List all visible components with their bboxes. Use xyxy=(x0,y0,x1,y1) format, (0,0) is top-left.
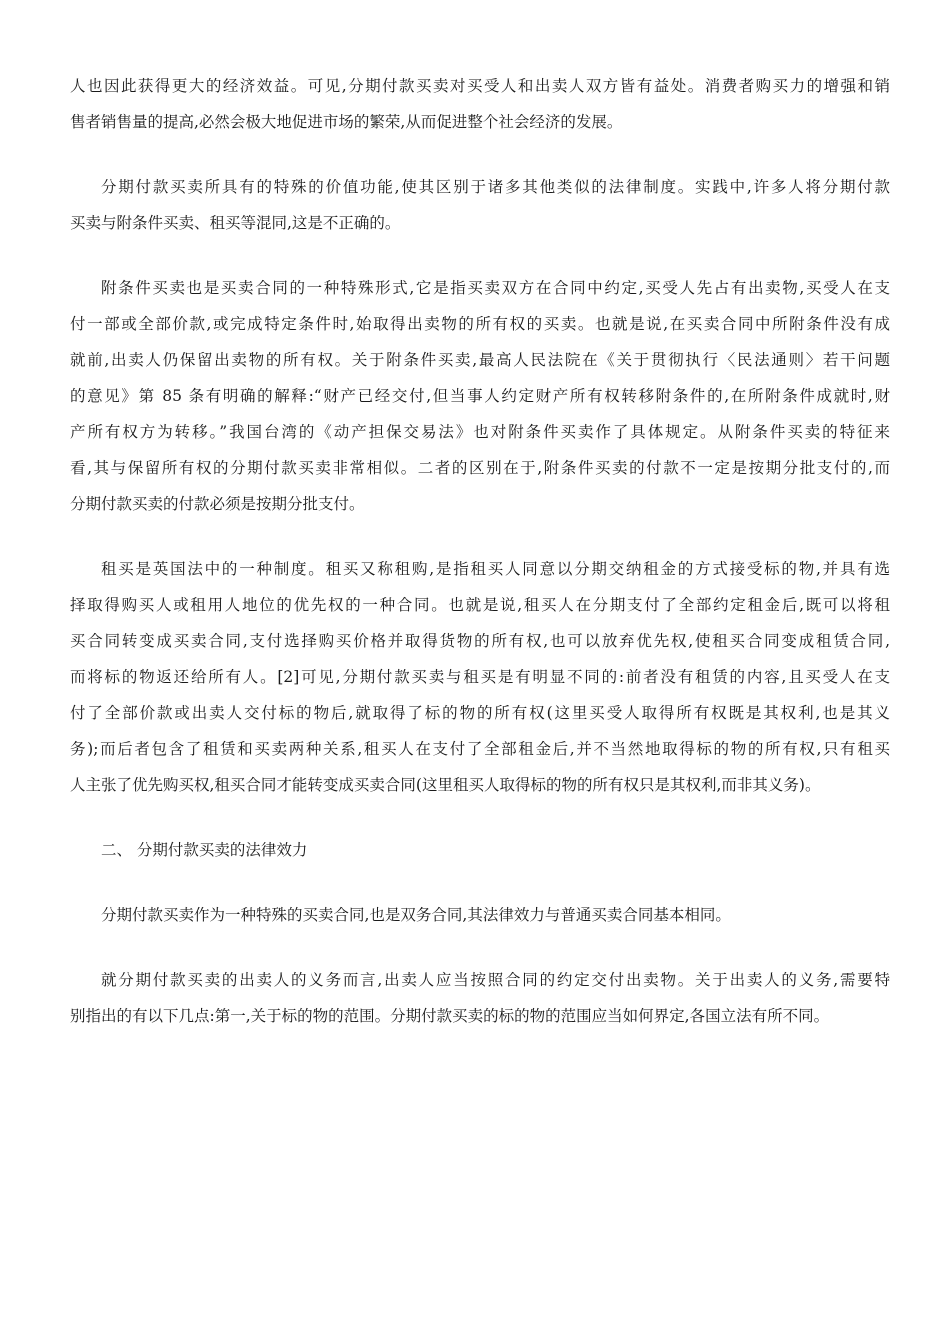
paragraph-1 xyxy=(70,68,890,140)
paragraph-3 xyxy=(70,270,890,522)
text-line: 附条件买卖也是买卖合同的一种特殊形式,它是指买卖双方在合同中约定,买受人先占有出卖物,买受人在支 xyxy=(101,279,890,297)
text-line: 付了全部价款或出卖人交付标的物后,就取得了标的物的所有权(这里买受人取得所有权既是其权利,也是其义 xyxy=(70,704,890,722)
text-line: 就前,出卖人仍保留出卖物的所有权。关于附条件买卖,最高人民法院在《关于贯彻执行〈民法通则〉若干问题 xyxy=(70,351,890,369)
text-line: 别指出的有以下几点:第一,关于标的物的范围。分期付款买卖的标的物的范围应当如何界定,各国立法有所不同。 xyxy=(70,1007,830,1025)
document-page xyxy=(70,68,890,1063)
paragraph-6 xyxy=(70,962,890,1034)
text-line: 看,其与保留所有权的分期付款买卖非常相似。二者的区别在于,附条件买卖的付款不一定是按期分批支付的,而 xyxy=(70,459,890,477)
text-line: 人主张了优先购买权,租买合同才能转变成买卖合同(这里租买人取得标的物的所有权只是其权利,而非其义务)。 xyxy=(70,776,821,794)
text-line: 分期付款买卖作为一种特殊的买卖合同,也是双务合同,其法律效力与普通买卖合同基本相同。 xyxy=(101,906,731,924)
paragraph-2 xyxy=(70,169,890,241)
text-line: 的意见》第 85 条有明确的解释:“财产已经交付,但当事人约定财产所有权转移附条件的,在所附条件成就时,财 xyxy=(70,387,890,405)
text-line: 买合同转变成买卖合同,支付选择购买价格并取得货物的所有权,也可以放弃优先权,使租买合同变成租赁合同, xyxy=(70,632,890,650)
text-line: 分期付款买卖的付款必须是按期分批支付。 xyxy=(70,495,365,513)
text-line: 择取得购买人或租用人地位的优先权的一种合同。也就是说,租买人在分期支付了全部约定租金后,既可以将租 xyxy=(70,596,890,614)
text-line: 产所有权方为转移。”我国台湾的《动产担保交易法》也对附条件买卖作了具体规定。从附条件买卖的特征来 xyxy=(70,423,890,441)
text-line: 买卖与附条件买卖、租买等混同,这是不正确的。 xyxy=(70,214,401,232)
text-line: 分期付款买卖所具有的特殊的价值功能,使其区别于诸多其他类似的法律制度。实践中,许多人将分期付款 xyxy=(101,178,890,196)
text-line: 售者销售量的提高,必然会极大地促进市场的繁荣,从而促进整个社会经济的发展。 xyxy=(70,113,623,131)
section-heading xyxy=(70,832,890,868)
text-line: 务);而后者包含了租赁和买卖两种关系,租买人在支付了全部租金后,并不当然地取得标的物的所有权,只有租买 xyxy=(70,740,890,758)
paragraph-5 xyxy=(70,897,890,933)
text-line: 付一部或全部价款,或完成特定条件时,始取得出卖物的所有权的买卖。也就是说,在买卖合同中所附条件没有成 xyxy=(70,315,890,333)
heading-text: 二、 分期付款买卖的法律效力 xyxy=(101,841,308,859)
paragraph-4 xyxy=(70,551,890,803)
text-line: 而将标的物返还给所有人。[2]可见,分期付款买卖与租买是有明显不同的:前者没有租赁的内容,且买受人在支 xyxy=(70,668,890,686)
text-line: 就分期付款买卖的出卖人的义务而言,出卖人应当按照合同的约定交付出卖物。关于出卖人的义务,需要特 xyxy=(101,971,890,989)
text-line: 租买是英国法中的一种制度。租买又称租购,是指租买人同意以分期交纳租金的方式接受标的物,并具有选 xyxy=(101,560,890,578)
text-line: 人也因此获得更大的经济效益。可见,分期付款买卖对买受人和出卖人双方皆有益处。消费者购买力的增强和销 xyxy=(70,77,890,95)
